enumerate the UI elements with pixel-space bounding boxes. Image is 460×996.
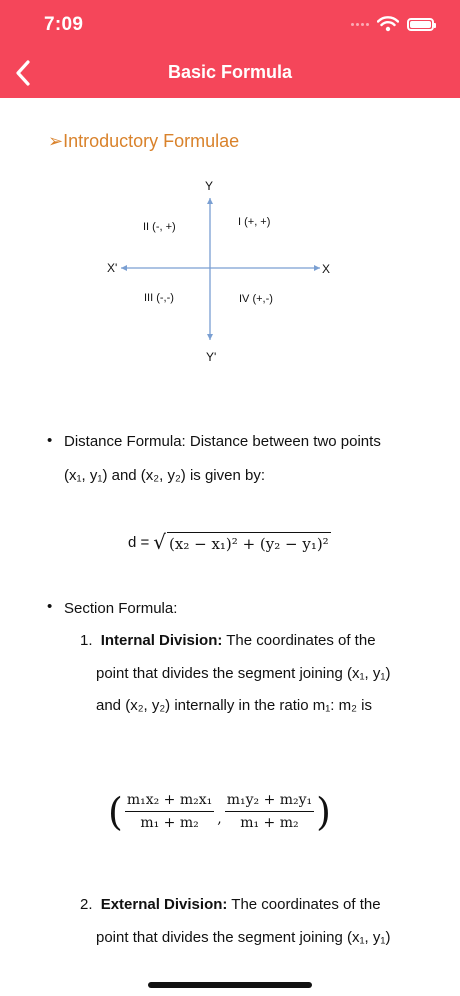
- distance-line-2: (x₁, y₁) and (x₂, y₂) is given by:: [64, 467, 265, 484]
- label-quadrant-2: II (-, +): [143, 221, 176, 233]
- fraction-y: [225, 792, 314, 831]
- status-time: 7:09: [44, 14, 84, 35]
- distance-line-1: Distance Formula: Distance between two points: [64, 433, 381, 450]
- internal-division-line-3: and (x₂, y₂) internally in the ratio m₁: m₂ is: [96, 697, 372, 714]
- home-indicator[interactable]: [148, 982, 312, 988]
- label-y-bottom: Y': [206, 350, 217, 364]
- list-number: 2.: [80, 896, 93, 913]
- label-quadrant-4: IV (+,-): [239, 293, 273, 305]
- battery-icon: [407, 18, 434, 31]
- label-quadrant-3: III (-,-): [144, 292, 174, 304]
- internal-division-formula: [108, 789, 331, 834]
- bullet-dot: •: [47, 432, 53, 449]
- external-division-text: The coordinates of the: [227, 896, 381, 913]
- x-axis-left-arrow: [121, 265, 127, 271]
- sqrt-icon: √: [153, 530, 167, 554]
- page-title: Basic Formula: [167, 62, 293, 82]
- fraction-x-denominator: m₁ + m₂: [125, 811, 214, 831]
- formula-lhs: d =: [128, 533, 150, 551]
- signal-icon: [351, 23, 369, 26]
- comma: ,: [217, 810, 222, 827]
- quadrant-diagram: [100, 175, 350, 370]
- x-axis-right-arrow: [314, 265, 320, 271]
- fraction-x: [125, 792, 214, 831]
- right-paren: ): [316, 789, 331, 834]
- wifi-icon: [377, 16, 399, 32]
- fraction-y-numerator: m₁y₂ + m₂y₁: [226, 792, 313, 808]
- bullet-dot: •: [47, 598, 53, 615]
- formula-rhs: (x₂ − x₁)² + (y₂ − y₁)²: [167, 532, 331, 553]
- section-heading: ➢Introductory Formulae: [48, 131, 240, 151]
- internal-division-title: Internal Division:: [100, 632, 223, 649]
- external-division-title: External Division:: [100, 896, 228, 913]
- label-x-left: X': [107, 261, 118, 275]
- left-paren: (: [108, 789, 123, 834]
- label-y-top: Y: [205, 179, 214, 193]
- label-quadrant-1: I (+, +): [238, 216, 271, 228]
- section-formula-label: Section Formula:: [64, 600, 178, 617]
- external-division-line-1: [80, 896, 381, 913]
- app-header: [0, 0, 460, 98]
- label-x-right: X: [322, 262, 331, 276]
- external-division-line-2: point that divides the segment joining (x₁, y₁): [96, 929, 391, 946]
- status-icons: [351, 16, 434, 32]
- distance-formula: [128, 530, 331, 554]
- y-axis-top-arrow: [207, 198, 213, 204]
- internal-division-line-2: point that divides the segment joining (x₁, y₁): [96, 665, 391, 682]
- fraction-y-denominator: m₁ + m₂: [225, 811, 314, 831]
- internal-division-text: The coordinates of the: [222, 632, 376, 649]
- list-number: 1.: [80, 632, 93, 649]
- fraction-x-numerator: m₁x₂ + m₂x₁: [126, 792, 213, 808]
- y-axis-bottom-arrow: [207, 334, 213, 340]
- internal-division-line-1: [80, 632, 376, 649]
